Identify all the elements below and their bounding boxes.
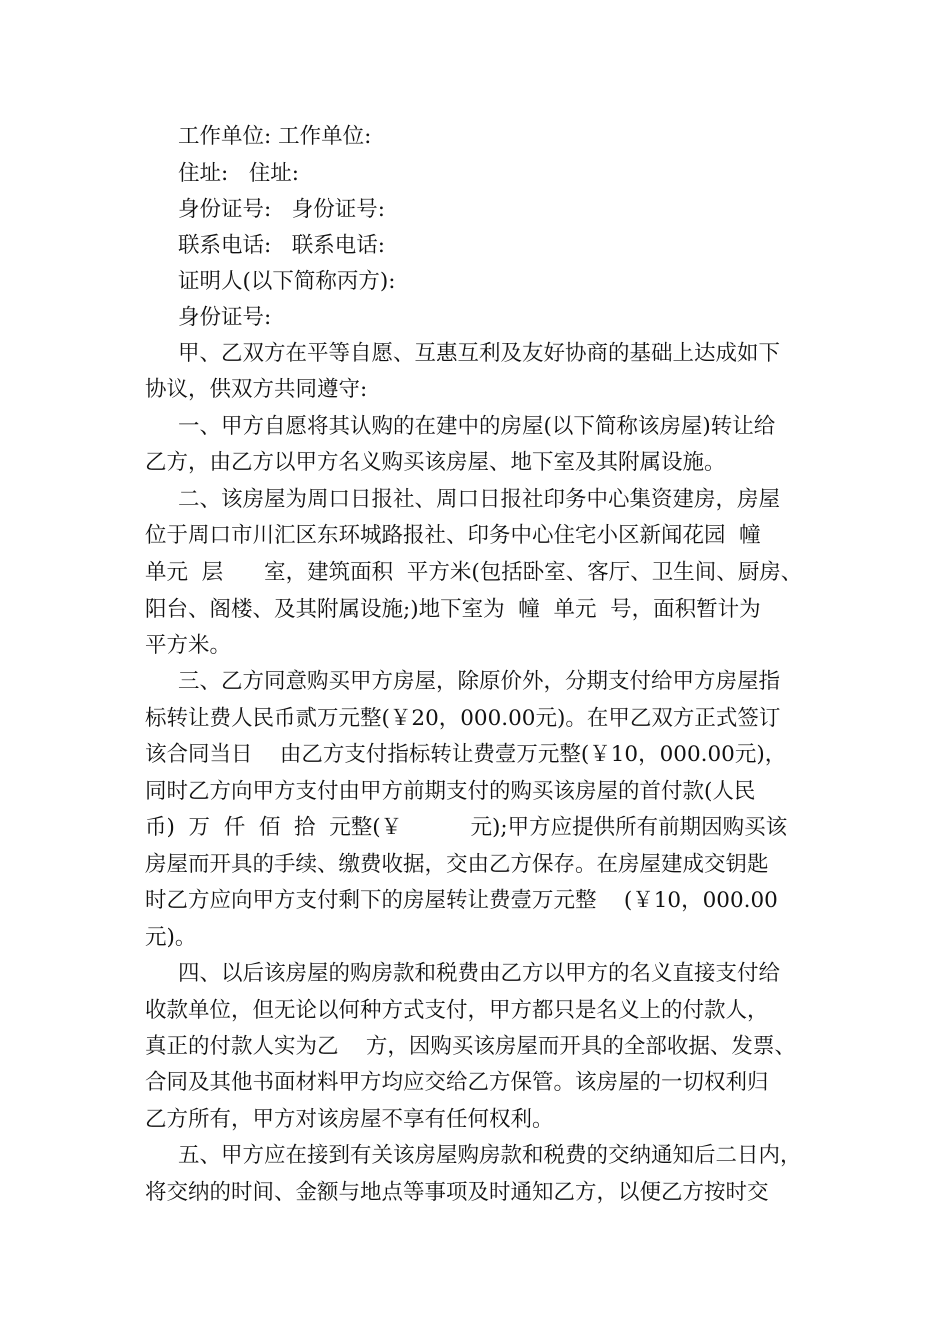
text-line-19: 同时乙方向甲方支付由甲方前期支付的购买该房屋的首付款(人民 [145,779,756,804]
text-line-5: 证明人(以下简称丙方): [178,269,396,294]
text-line-14: 阳台、阁楼、及其附属设施;)地下室为 幢 单元 号，面积暂计为 [145,597,761,622]
text-line-15: 平方米。 [145,633,232,658]
text-line-1: 工作单位: 工作单位: [178,124,372,149]
text-line-30: 将交纳的时间、金额与地点等事项及时通知乙方，以便乙方按时交 [145,1180,769,1205]
text-line-26: 真正的付款人实为乙 方，因购买该房屋而开具的全部收据、发票、 [145,1034,796,1059]
text-line-28: 乙方所有，甲方对该房屋不享有任何权利。 [145,1107,554,1132]
text-line-2: 住址: 住址: [178,161,299,186]
text-line-17: 标转让费人民币贰万元整(￥20，000.00元)。在甲乙双方正式签订 [145,706,781,731]
text-line-20: 币) 万 仟 佰 拾 元整(￥ 元);甲方应提供所有前期因购买该 [145,815,788,840]
text-line-9: 一、甲方自愿将其认购的在建中的房屋(以下简称该房屋)转让给 [178,414,776,439]
text-line-7: 甲、乙双方在平等自愿、互惠互利及友好协商的基础上达成如下 [178,341,781,366]
text-line-24: 四、以后该房屋的购房款和税费由乙方以甲方的名义直接支付给 [178,961,781,986]
text-line-6: 身份证号: [178,305,272,330]
text-line-3: 身份证号: 身份证号: [178,197,385,222]
text-line-25: 收款单位，但无论以何种方式支付，甲方都只是名义上的付款人， [145,998,769,1023]
text-line-10: 乙方，由乙方以甲方名义购买该房屋、地下室及其附属设施。 [145,450,726,475]
text-line-16: 三、乙方同意购买甲方房屋，除原价外，分期支付给甲方房屋指 [178,669,781,694]
text-line-23: 元)。 [145,925,197,950]
text-line-12: 位于周口市川汇区东环城路报社、印务中心住宅小区新闻花园 幢 [145,523,761,548]
text-line-18: 该合同当日 由乙方支付指标转让费壹万元整(￥10，000.00元)， [145,742,787,767]
text-line-27: 合同及其他书面材料甲方均应交给乙方保管。该房屋的一切权利归 [145,1070,769,1095]
text-line-11: 二、该房屋为周口日报社、周口日报社印务中心集资建房，房屋 [178,487,781,512]
text-line-22: 时乙方应向甲方支付剩下的房屋转让费壹万元整 (￥10，000.00 [145,888,778,913]
text-line-21: 房屋而开具的手续、缴费收据，交由乙方保存。在房屋建成交钥匙 [145,852,769,877]
text-line-4: 联系电话: 联系电话: [178,233,385,258]
text-line-8: 协议，供双方共同遵守: [145,377,368,402]
text-line-29: 五、甲方应在接到有关该房屋购房款和税费的交纳通知后二日内， [178,1143,802,1168]
text-line-13: 单元 层 室，建筑面积 平方米(包括卧室、客厅、卫生间、厨房、 [145,560,803,585]
